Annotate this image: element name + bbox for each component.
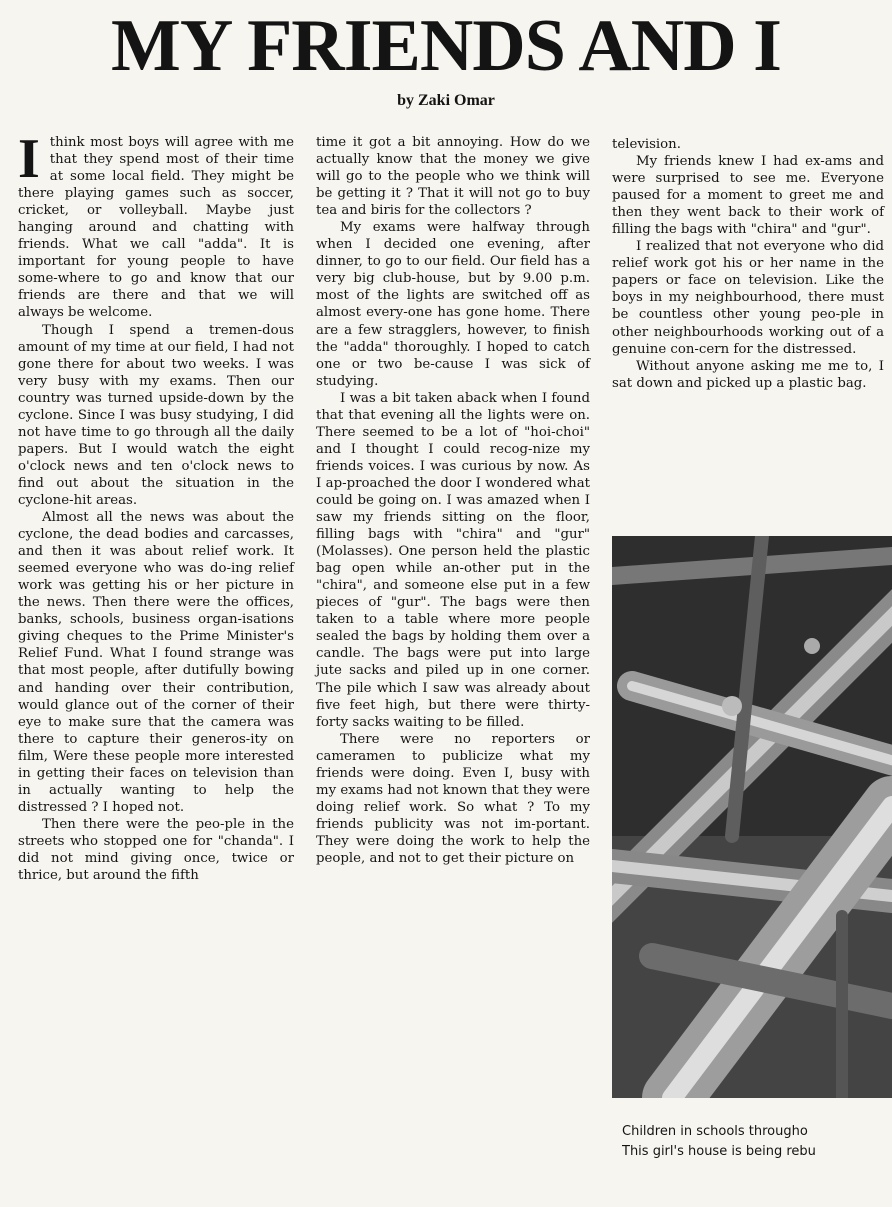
paragraph: time it got a bit annoying. How do we actually know that the money we give will go to the people who we think will be getting it ? That it will not go to buy tea and biris for the collectors ? — [316, 135, 590, 219]
paragraph: I was a bit taken aback when I found that that evening all the lights were on. There seemed to be a lot of "hoi-choi" and I thought I could recog-nize my friends voices. I was curious by now. As I ap-proached the door I wondered what could be going on. I was amazed when I saw my friends sitting on the floor, filling bags with "chira" and "gur" (Molasses). One person held the plastic bag open while an-other put in the "chira", and someone else put in a few pieces of "gur". The bags were then taken to a table where more people sealed the bags by holding them over a candle. The bags were put into large jute sacks and piled up in one corner. The pile which I saw was already about five feet high, but there were thirty-forty sacks waiting to be filled. — [316, 390, 590, 730]
bamboo-poles-illustration — [612, 536, 892, 1098]
photo-caption — [622, 1122, 892, 1162]
paragraph: Almost all the news was about the cyclone, the dead bodies and carcasses, and then it was about relief work. It seemed everyone who was do-ing relief work was getting his or her picture in the news. Then there were the offices, banks, schools, business organ-isations giving cheques to the Prime Minister's Relief Fund. What I found strange was that most people, after dutifully bowing and handing over their contribution, would glance out of the corner of their eye to make sure that the camera was there to capture their generos-ity on film, Were these people more interested in getting their faces on television than in actually wanting to help the distressed ? I hoped not. — [18, 510, 294, 815]
article-column-2 — [316, 134, 590, 867]
bamboo-construction-photo — [612, 536, 892, 1098]
paragraph: Without anyone asking me me to, I sat down and picked up a plastic bag. — [612, 358, 884, 391]
headline: MY FRIENDS AND I — [111, 5, 781, 87]
caption-line: This girl's house is being rebu — [622, 1144, 816, 1159]
paragraph: I realized that not everyone who did relief work got his or her name in the papers or face on television. Like the boys in my neighbourhood, there must be countless other young peo-ple in other neighbourhoods working out of a genuine con-cern for the distressed. — [612, 239, 884, 357]
paragraph-text: think most boys will agree with me that they spend most of their time at some local field. They might be there playing games such as soccer, cricket, or volleyball. Maybe just hanging around and chatting with friends. What we call "adda". It is important for young people to have some-where to go and know that our friends are there and that we will always be welcome. — [18, 135, 294, 321]
paragraph: Then there were the peo-ple in the streets who stopped one for "chanda". I did not mind giving once, twice or thrice, but around the fifth — [18, 816, 294, 884]
paragraph — [18, 128, 294, 322]
article-column-3 — [612, 136, 884, 392]
paragraph: Though I spend a tremen-dous amount of my time at our field, I had not gone there for about two weeks. I was very busy with my exams. Then our country was turned upside-down by the cyclone. Since I was busy studying, I did not have time to go through all the daily papers. But I would watch the eight o'clock news and ten o'clock news to find out about the situation in the cyclone-hit areas. — [18, 322, 294, 508]
byline: by Zaki Omar — [397, 92, 495, 109]
article-column-1 — [18, 128, 294, 884]
paragraph: My friends knew I had ex-ams and were surprised to see me. Everyone paused for a moment to greet me and then they went back to their work of filling the bags with "chira" and "gur". — [612, 154, 884, 238]
paragraph: television. — [612, 137, 681, 152]
paragraph: There were no reporters or cameramen to publicize what my friends were doing. Even I, busy with my exams had not known that they were doing relief work. So what ? To my friends publicity was not im-portant. They were doing the work to help the people, and not to get their picture on — [316, 731, 590, 866]
paragraph: My exams were halfway through when I decided one evening, after dinner, to go to our field. Our field has a very big club-house, but by 9.00 p.m. most of the lights are switched off as almost every-one has gone home. There are a few stragglers, however, to finish the "adda" thoroughly. I hoped to catch one or two be-cause I was sick of studying. — [316, 220, 590, 389]
caption-line: Children in schools througho — [622, 1124, 808, 1139]
drop-cap: I — [18, 128, 40, 190]
